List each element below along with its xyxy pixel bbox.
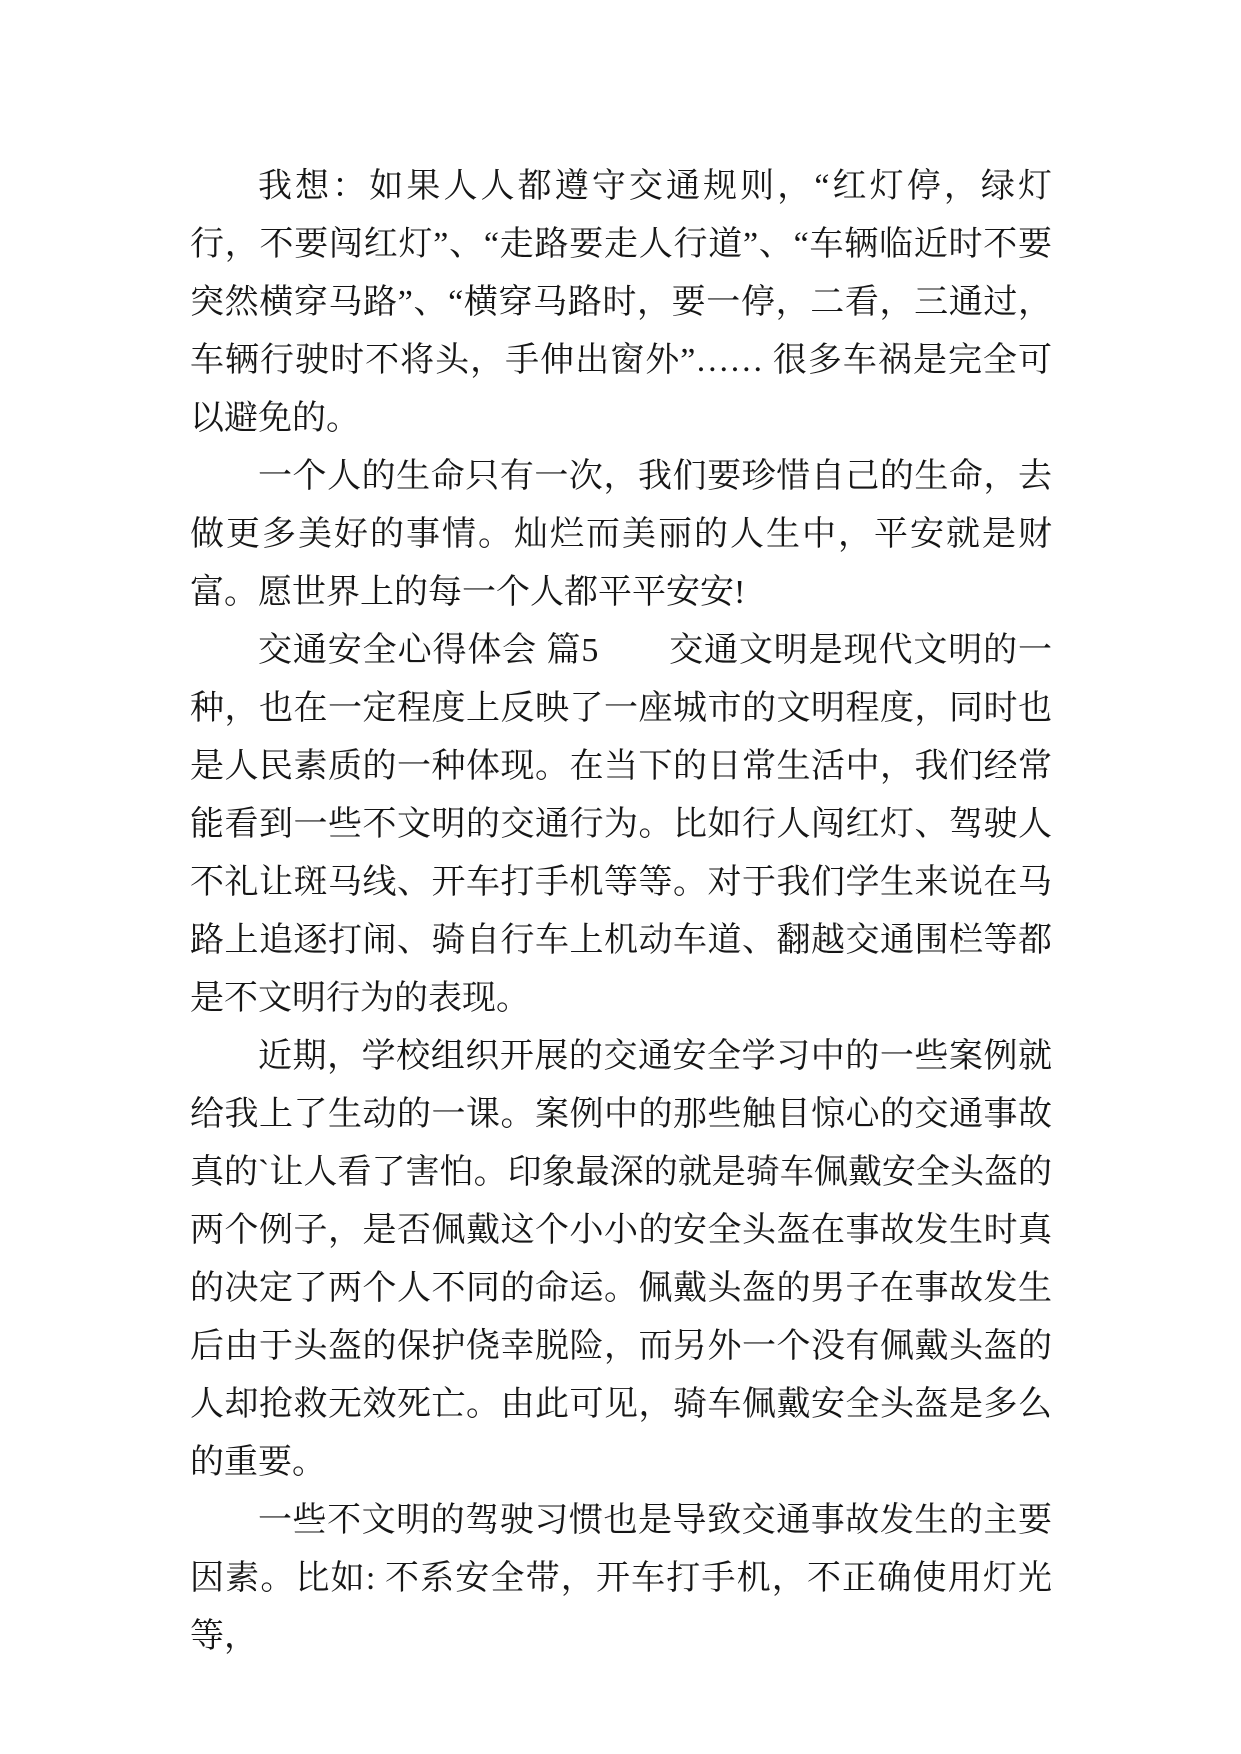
inline-section-heading: 交通安全心得体会 篇5 [258, 632, 670, 669]
paragraph [190, 622, 1052, 1028]
paragraph: 我想：如果人人都遵守交通规则，“红灯停，绿灯行，不要闯红灯”、“走路要走人行道”、“车辆临近时不要突然横穿马路”、“横穿马路时，要一停，二看，三通过，车辆行驶时不将头，手伸出窗外”…… 很多车祸是完全可以避免的。 [190, 168, 1052, 437]
paragraph: 一个人的生命只有一次，我们要珍惜自己的生命，去做更多美好的事情。灿烂而美丽的人生中，平安就是财富。愿世界上的每一个人都平平安安! [190, 458, 1052, 611]
paragraph: 一些不文明的驾驶习惯也是导致交通事故发生的主要因素。比如: 不系安全带，开车打手机，不正确使用灯光等， [190, 1502, 1052, 1655]
paragraph-body: 交通文明是现代文明的一种，也在一定程度上反映了一座城市的文明程度，同时也是人民素质的一种体现。在当下的日常生活中，我们经常能看到一些不文明的交通行为。比如行人闯红灯、驾驶人不礼让斑马线、开车打手机等等。对于我们学生来说在马路上追逐打闹、骑自行车上机动车道、翻越交通围栏等都是不文明行为的表现。 [190, 632, 1053, 1017]
paragraph: 近期，学校组织开展的交通安全学习中的一些案例就给我上了生动的一课。案例中的那些触目惊心的交通事故真的`让人看了害怕。印象最深的就是骑车佩戴安全头盔的两个例子，是否佩戴这个小小的安全头盔在事故发生时真的决定了两个人不同的命运。佩戴头盔的男子在事故发生后由于头盔的保护侥幸脱险，而另外一个没有佩戴头盔的人却抢救无效死亡。由此可见，骑车佩戴安全头盔是多么的重要。 [190, 1038, 1052, 1481]
